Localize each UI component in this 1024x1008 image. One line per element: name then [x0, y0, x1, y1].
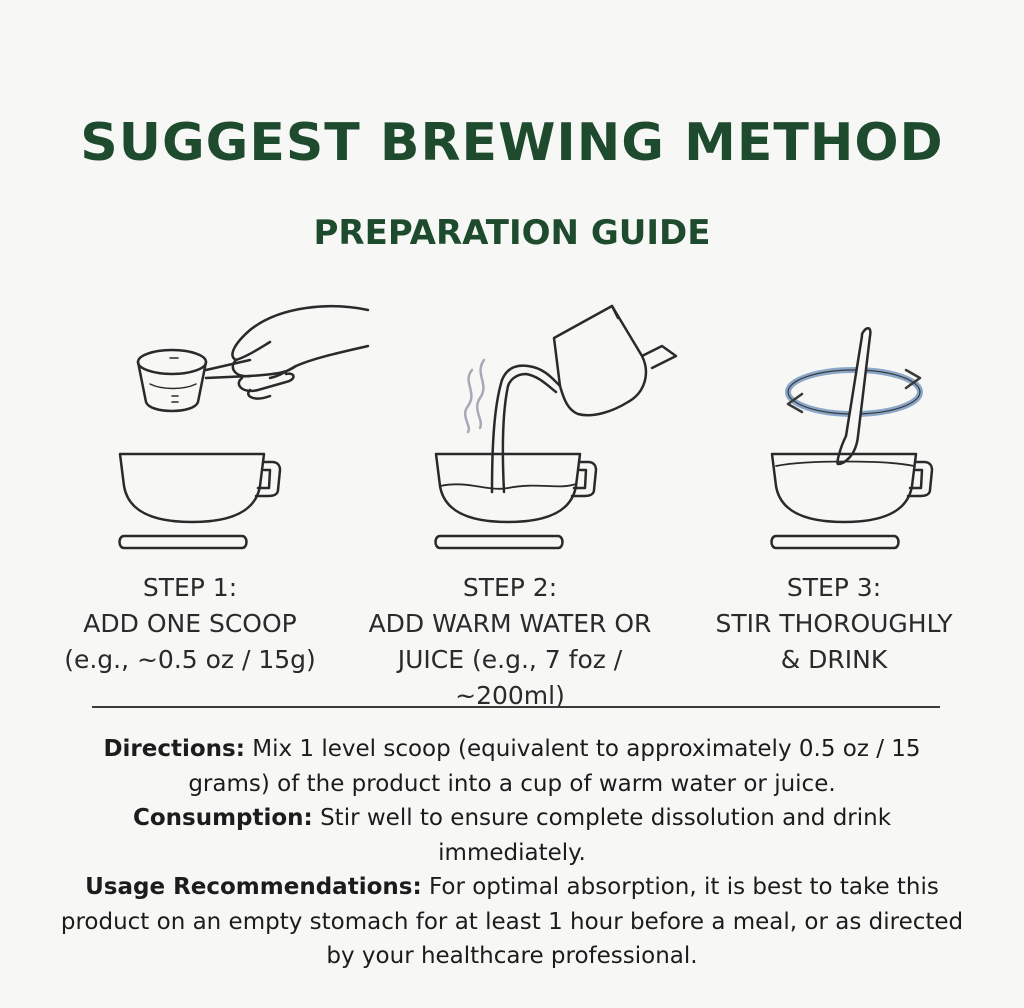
usage-paragraph: [60, 870, 964, 974]
pour-kettle-icon: [428, 296, 708, 556]
directions-text: Mix 1 level scoop (equivalent to approximately 0.5 oz / 15 grams) of the product into a cup of warm water or juice.: [188, 736, 921, 797]
directions-label: Directions:: [103, 736, 245, 762]
step-2-heading: STEP 2:: [462, 573, 558, 602]
step-1-line1: ADD ONE SCOOP: [83, 609, 297, 638]
consumption-text: Stir well to ensure complete dissolution and drink immediately.: [312, 805, 892, 866]
consumption-label: Consumption:: [132, 805, 313, 831]
scoop-into-cup-icon: [110, 296, 390, 556]
step-2-caption: [340, 570, 680, 714]
step-1-heading: STEP 1:: [142, 573, 238, 602]
page-subtitle: PREPARATION GUIDE: [313, 213, 711, 253]
directions-paragraph: [60, 732, 964, 801]
step-3-caption: [664, 570, 1004, 678]
page-title: SUGGEST BREWING METHOD: [80, 113, 944, 173]
step-2-line2: JUICE (e.g., 7 foz / ~200ml): [397, 645, 623, 710]
step-2-line1: ADD WARM WATER OR: [368, 609, 652, 638]
divider: [92, 706, 940, 708]
step-3-line1: STIR THOROUGHLY: [715, 609, 953, 638]
step-1-line2: (e.g., ~0.5 oz / 15g): [64, 645, 316, 674]
consumption-paragraph: [60, 801, 964, 870]
step-3-line2: & DRINK: [780, 645, 888, 674]
step-1-caption: [20, 570, 360, 678]
step-3-heading: STEP 3:: [786, 573, 882, 602]
stir-spoon-icon: [766, 296, 1024, 556]
usage-text: For optimal absorption, it is best to take this product on an empty stomach for at least 1 hour before a meal, or as directed by your healthcare professional.: [60, 874, 964, 969]
usage-label: Usage Recommendations:: [85, 874, 422, 900]
instructions-block: [60, 732, 964, 974]
